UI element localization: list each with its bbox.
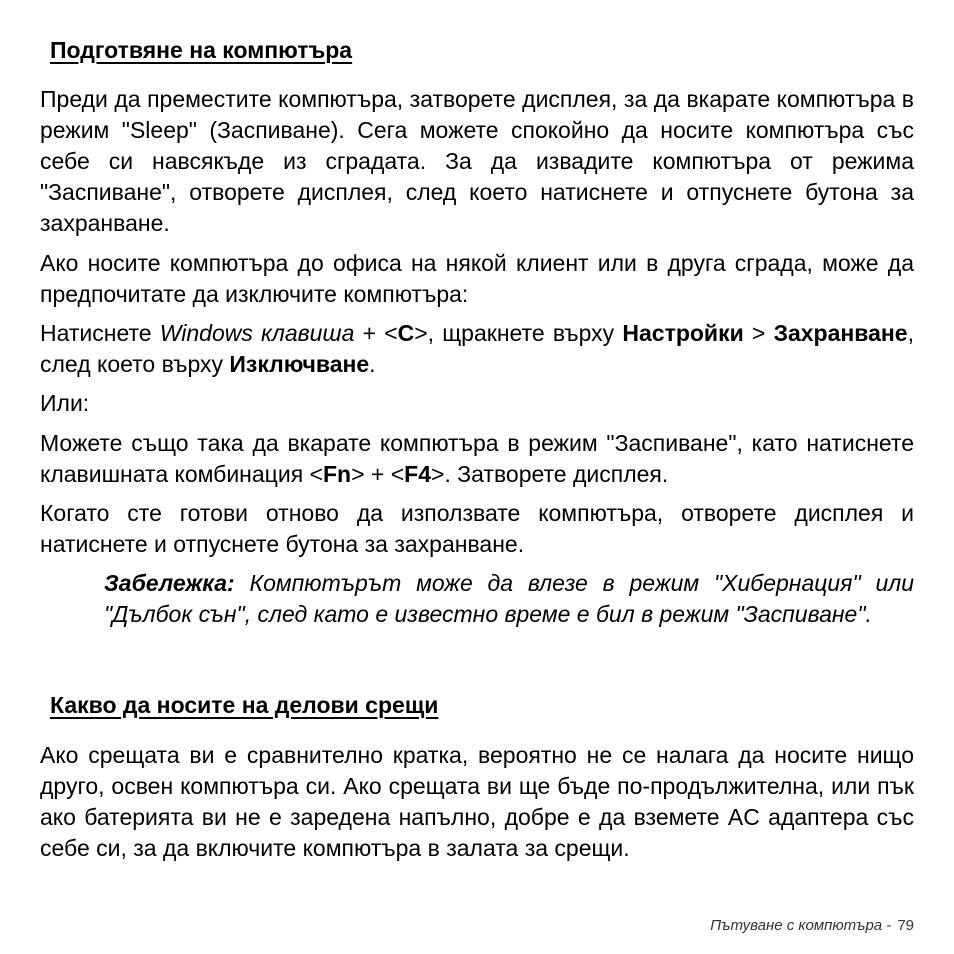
paragraph-sleep-mode: Преди да преместите компютъра, затворете дисплея, за да вкарате компютъра в режим "Sleep" (Заспиване). Сега можете спокойно да носите компютъра със себе си навсякъде из сградата. За да извадите компютъра от режима "Заспиване", отворете дисплея, след което натиснете и отпуснете бутона за захранване. (40, 86, 914, 236)
settings-text: Настройки (622, 320, 744, 346)
footer-chapter: Пътуване с компютъра - (710, 917, 892, 934)
power-text: Захранване (773, 320, 908, 346)
paragraph-shutdown-steps (40, 318, 914, 380)
text-run: , след което върху (40, 320, 914, 377)
text-run: . (369, 351, 376, 377)
note-hibernation (104, 568, 914, 630)
text-run: + < (354, 320, 398, 346)
paragraph-sleep-hotkey (40, 428, 914, 490)
text-run: Можете също така да вкарате компютъра в режим "Заспиване", като натиснете клавишната комбинация < (40, 430, 914, 487)
section-heading-preparing: Подготвяне на компютъра (50, 37, 353, 63)
section-heading-meetings: Какво да носите на делови срещи (50, 692, 439, 718)
paragraph-resume: Когато сте готови отново да използвате компютъра, отворете дисплея и натиснете и отпуснете бутона за захранване. (40, 500, 914, 557)
text-run: > (743, 320, 774, 346)
text-run: > + < (351, 461, 405, 487)
paragraph-shutdown-intro: Ако носите компютъра до офиса на някой клиент или в друга сграда, може да предпочитате да изключите компютъра: (40, 250, 914, 307)
paragraph-or: Или: (40, 390, 90, 416)
note-label: Забележка: (104, 570, 235, 596)
text-run: >, щракнете върху (414, 320, 623, 346)
page-footer (710, 917, 914, 934)
key-f4-text: F4 (404, 461, 432, 487)
text-run: >. Затворете дисплея. (431, 461, 669, 487)
note-text: Компютърът може да влезе в режим "Хибернация" или "Дълбок сън", след като е известно време е бил в режим "Заспиване". (104, 570, 914, 627)
windows-key-text: Windows клавиша (159, 320, 355, 346)
key-fn-text: Fn (322, 461, 352, 487)
key-c-text: C (397, 320, 415, 346)
page-number: 79 (897, 917, 914, 934)
text-run: Натиснете (40, 320, 160, 346)
paragraph-meetings: Ако срещата ви е сравнително кратка, вероятно не се налага да носите нищо друго, освен компютъра си. Ако срещата ви ще бъде по-продължителна, или пък ако батерията ви не е заредена напълно, добре е да вземете AC адаптера със себе си, за да включите компютъра в залата за срещи. (40, 742, 914, 861)
shutdown-text: Изключване (229, 351, 370, 377)
